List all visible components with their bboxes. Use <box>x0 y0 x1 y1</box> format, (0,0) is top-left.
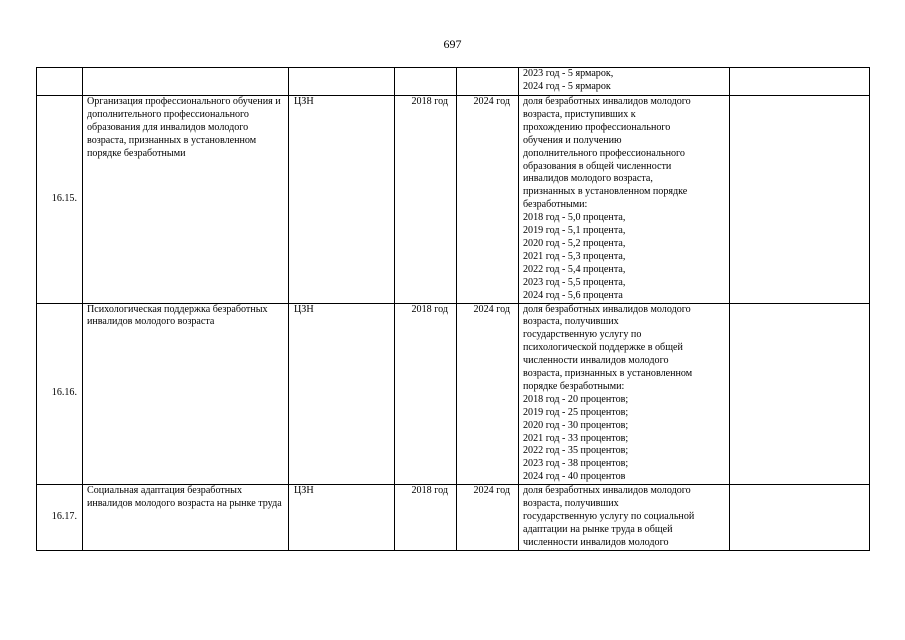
indicator-line: 2023 год - 5 ярмарок, <box>523 68 614 79</box>
indicator-line: 2020 год - 30 процентов; <box>523 419 629 431</box>
indicator-line: 2019 год - 5,1 процента, <box>523 225 626 237</box>
indicator-line: инвалидов молодого возраста, <box>523 173 653 185</box>
start-year-cell: 2018 год <box>395 303 457 485</box>
indicator-line: государственную услугу по социальной <box>523 511 695 522</box>
item-number-cell: 16.17. <box>37 485 83 551</box>
indicator-line: возраста, получивших <box>523 498 619 510</box>
note-cell <box>730 96 870 304</box>
item-number-cell: 16.16. <box>37 303 83 485</box>
indicator-line: 2020 год - 5,2 процента, <box>523 237 626 249</box>
indicator-line: 2022 год - 5,4 процента, <box>523 263 626 275</box>
table-row <box>37 96 870 304</box>
page-number: 697 <box>443 37 462 51</box>
measure-cell: Организация профессионального обучения и дополнительного профессионального образования для инвалидов молодого возраста, признанных в установленном порядке безработными <box>83 96 289 304</box>
indicator-line: доля безработных инвалидов молодого <box>523 96 691 107</box>
measure-cell: Социальная адаптация безработных инвалидов молодого возраста на рынке труда <box>83 485 289 551</box>
indicator-line: обучения и получению <box>523 134 622 146</box>
end-year-cell: 2024 год <box>457 485 519 551</box>
item-number-cell: 16.15. <box>37 96 83 304</box>
end-year-cell: 2024 год <box>457 303 519 485</box>
item-number-cell <box>37 68 83 96</box>
indicator-cell <box>519 485 730 551</box>
end-year-cell: 2024 год <box>457 96 519 304</box>
start-year-cell: 2018 год <box>395 96 457 304</box>
indicator-line: 2018 год - 5,0 процента, <box>523 212 626 224</box>
indicator-line: психологической поддержке в общей <box>523 342 683 354</box>
indicator-line: доля безработных инвалидов молодого <box>523 303 691 315</box>
indicator-line: 2024 год - 5 ярмарок <box>523 80 611 92</box>
executor-cell: ЦЗН <box>289 96 395 304</box>
indicator-line: адаптации на рынке труда в общей <box>523 523 673 535</box>
indicator-line: 2024 год - 40 процентов <box>523 471 626 483</box>
indicator-line: возраста, признанных в установленном <box>523 368 693 380</box>
indicator-line: доля безработных инвалидов молодого <box>523 485 691 497</box>
indicator-line: безработными: <box>523 199 588 211</box>
executor-cell <box>289 68 395 96</box>
indicator-line: 2019 год - 25 процентов; <box>523 406 629 418</box>
indicator-line: возраста, приступивших к <box>523 108 636 120</box>
indicator-line: 2021 год - 33 процентов; <box>523 432 629 444</box>
table-row <box>37 68 870 96</box>
executor-cell: ЦЗН <box>289 485 395 551</box>
indicator-line: прохождению профессионального <box>523 121 671 133</box>
table-row <box>37 303 870 485</box>
indicator-line: 2022 год - 35 процентов; <box>523 445 629 457</box>
note-cell <box>730 485 870 551</box>
measure-cell <box>83 68 289 96</box>
indicator-line: 2018 год - 20 процентов; <box>523 393 629 405</box>
table-row <box>37 485 870 551</box>
indicator-cell <box>519 96 730 304</box>
start-year-cell <box>395 68 457 96</box>
indicator-line: 2023 год - 5,5 процента, <box>523 276 626 288</box>
indicator-line: численности инвалидов молодого <box>523 536 669 548</box>
indicator-line: 2023 год - 38 процентов; <box>523 458 629 470</box>
indicator-line: численности инвалидов молодого <box>523 355 669 367</box>
indicator-line: дополнительного профессионального <box>523 147 685 159</box>
indicator-cell <box>519 303 730 485</box>
start-year-cell: 2018 год <box>395 485 457 551</box>
measure-cell: Психологическая поддержка безработных инвалидов молодого возраста <box>83 303 289 485</box>
indicator-line: признанных в установленном порядке <box>523 186 688 198</box>
indicator-line: государственную услугу по <box>523 329 642 341</box>
indicator-line: 2021 год - 5,3 процента, <box>523 250 626 262</box>
indicator-line: возраста, получивших <box>523 316 619 328</box>
measures-table <box>36 67 870 551</box>
indicator-line: 2024 год - 5,6 процента <box>523 289 623 301</box>
indicator-line: порядке безработными: <box>523 380 625 392</box>
indicator-line: образования в общей численности <box>523 160 672 172</box>
end-year-cell <box>457 68 519 96</box>
note-cell <box>730 68 870 96</box>
indicator-cell <box>519 68 730 96</box>
table-body <box>37 68 870 551</box>
executor-cell: ЦЗН <box>289 303 395 485</box>
note-cell <box>730 303 870 485</box>
